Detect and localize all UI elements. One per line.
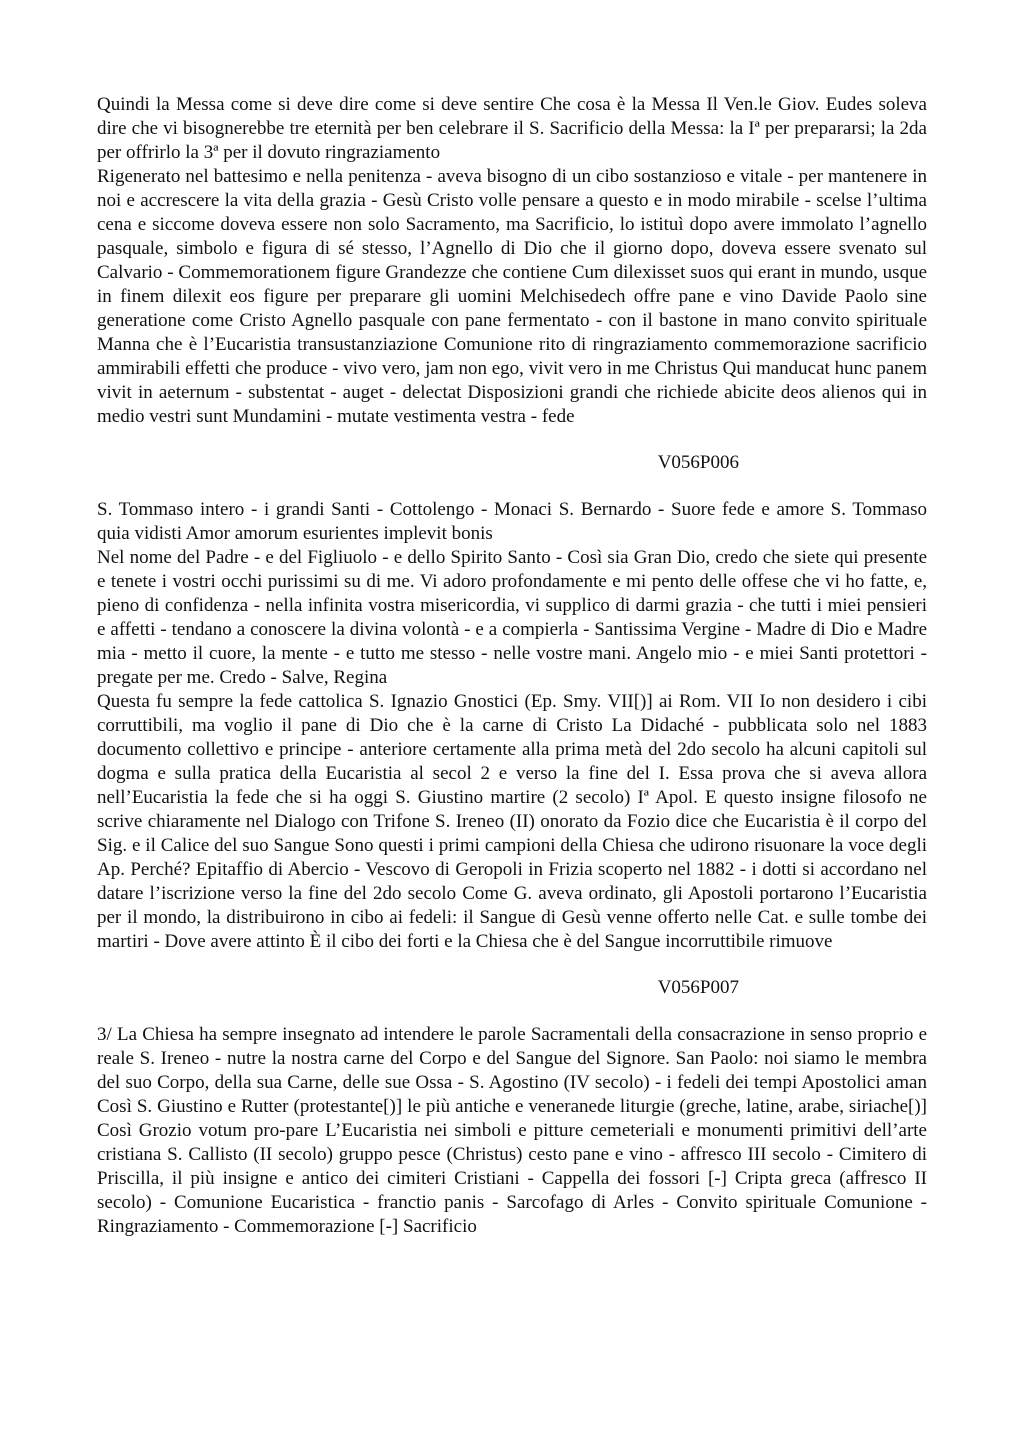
section-v056p007 xyxy=(97,1023,927,1239)
paragraph-fede-cattolica: Questa fu sempre la fede cattolica S. Ignazio Gnostici (Ep. Smy. VII[)] ai Rom. VII Io non desidero i cibi corruttibili, ma voglio il pane di Dio che è la carne di Cristo La Didaché - pubblicata solo nel 1883 documento collettivo e principe - anteriore certamente alla prima metà del 2do secolo ha alcuni capitoli sul dogma e sulla pratica della Eucaristia al secol 2 e verso la fine del I. Essa prova che si aveva allora nell’Eucaristia la fede che si ha oggi S. Giustino martire (2 secolo) Iª Apol. E questo insigne filosofo ne scrive chiaramente nel Dialogo con Trifone S. Ireneo (II) onorato da Fozio dice che Eucaristia è il corpo del Sig. e il Calice del suo Sangue Sono questi i primi campioni della Chiesa che udirono risuonare la voce degli Ap. Perché? Epitaffio di Abercio - Vescovo di Geropoli in Frizia scoperto nel 1882 - i dotti si accordano nel datare l’iscrizione verso la fine del 2do secolo Come G. aveva ordinato, gli Apostoli portarono l’Eucaristia per il mondo, la distribuirono in cibo ai fedeli: il Sangue di Gesù venne offerto nelle Cat. e sulle tombe dei martiri - Dove avere attinto È il cibo dei forti e la Chiesa che è del Sangue incorruttibile rimuove xyxy=(97,691,927,952)
paragraph-chiesa-insegnato: 3/ La Chiesa ha sempre insegnato ad intendere le parole Sacramentali della consacrazione in senso proprio e reale S. Ireneo - nutre la nostra carne del Corpo e del Sangue del Signore. San Paolo: noi siamo le membra del suo Corpo, della sua Carne, delle sue Ossa - S. Agostino (IV secolo) - i fedeli dei tempi Apostolici aman Così S. Giustino e Rutter (protestante[)] le più antiche e veneranede liturgie (greche, latine, arabe, siriache[)] Così Grozio votum pro-pare L’Eucaristia nei simboli e pitture cemeteriali e monumenti primitivi dell’arte cristiana S. Callisto (II secolo) gruppo pesce (Christus) cesto pane e vino - affresco III secolo - Cimitero di Priscilla, il più insigne e antico dei cimiteri Cristiani - Cappella dei fossori [-] Cripta greca (affresco II secolo) - Comunione Eucaristica - franctio panis - Sarcofago di Arles - Convito spirituale Comunione - Ringraziamento - Commemorazione [-] Sacrificio xyxy=(97,1024,927,1237)
section-v056p006 xyxy=(97,498,927,954)
page-marker-v056p006: V056P006 xyxy=(657,452,739,473)
page-marker-v056p007: V056P007 xyxy=(657,977,739,998)
paragraph-tommaso: S. Tommaso intero - i grandi Santi - Cottolengo - Monaci S. Bernardo - Suore fede e amore S. Tommaso quia vidisti Amor amorum esurientes implevit bonis xyxy=(97,499,927,544)
paragraph-messa: Quindi la Messa come si deve dire come si deve sentire Che cosa è la Messa Il Ven.le Giov. Eudes soleva dire che vi bisognerebbe tre eternità per ben celebrare il S. Sacrificio della Messa: la Iª per prepararsi; la 2da per offrirlo la 3ª per il dovuto ringraziamento xyxy=(97,94,927,163)
document-page xyxy=(97,93,927,1239)
section-intro xyxy=(97,93,927,429)
paragraph-rigenerato: Rigenerato nel battesimo e nella penitenza - aveva bisogno di un cibo sostanzioso e vitale - per mantenere in noi e accrescere la vita della grazia - Gesù Cristo volle pensare a questo e in modo mirabile - scelse l’ultima cena e siccome doveva essere non solo Sacramento, ma Sacrificio, lo istituì dopo avere immolato l’agnello pasquale, simbolo e figura di sé stesso, l’Agnello di Dio che il giorno dopo, doveva essere svenato sul Calvario - Commemorationem figure Grandezze che contiene Cum dilexisset suos qui erant in mundo, usque in finem dilexit eos figure per preparare gli uomini Melchisedech offre pane e vino Davide Paolo sine generatione come Cristo Agnello pasquale con pane fermentato - con il bastone in mano convito spirituale Manna che è l’Eucaristia transustanziazione Comunione rito di ringraziamento commemorazione sacrificio ammirabili effetti che produce - vivo vero, jam non ego, vivit vero in me Christus Qui manducat hunc panem vivit in aeternum - substentat - auget - delectat Disposizioni grandi che richiede abicite deos alienos qui in medio vestri sunt Mundamini - mutate vestimenta vestra - fede xyxy=(97,166,927,427)
paragraph-preghiera: Nel nome del Padre - e del Figliuolo - e dello Spirito Santo - Così sia Gran Dio, credo che siete qui presente e tenete i vostri occhi purissimi su di me. Vi adoro profondamente e mi pento delle offese che vi ho fatte, e, pieno di confidenza - nella infinita vostra misericordia, vi supplico di darmi grazia - che tutti i miei pensieri e affetti - tendano a conoscere la divina volontà - e a compierla - Santissima Vergine - Madre di Dio e Madre mia - metto il cuore, la mente - e tutto me stesso - nelle vostre mani. Angelo mio - e miei Santi protettori - pregate per me. Credo - Salve, Regina xyxy=(97,547,927,688)
